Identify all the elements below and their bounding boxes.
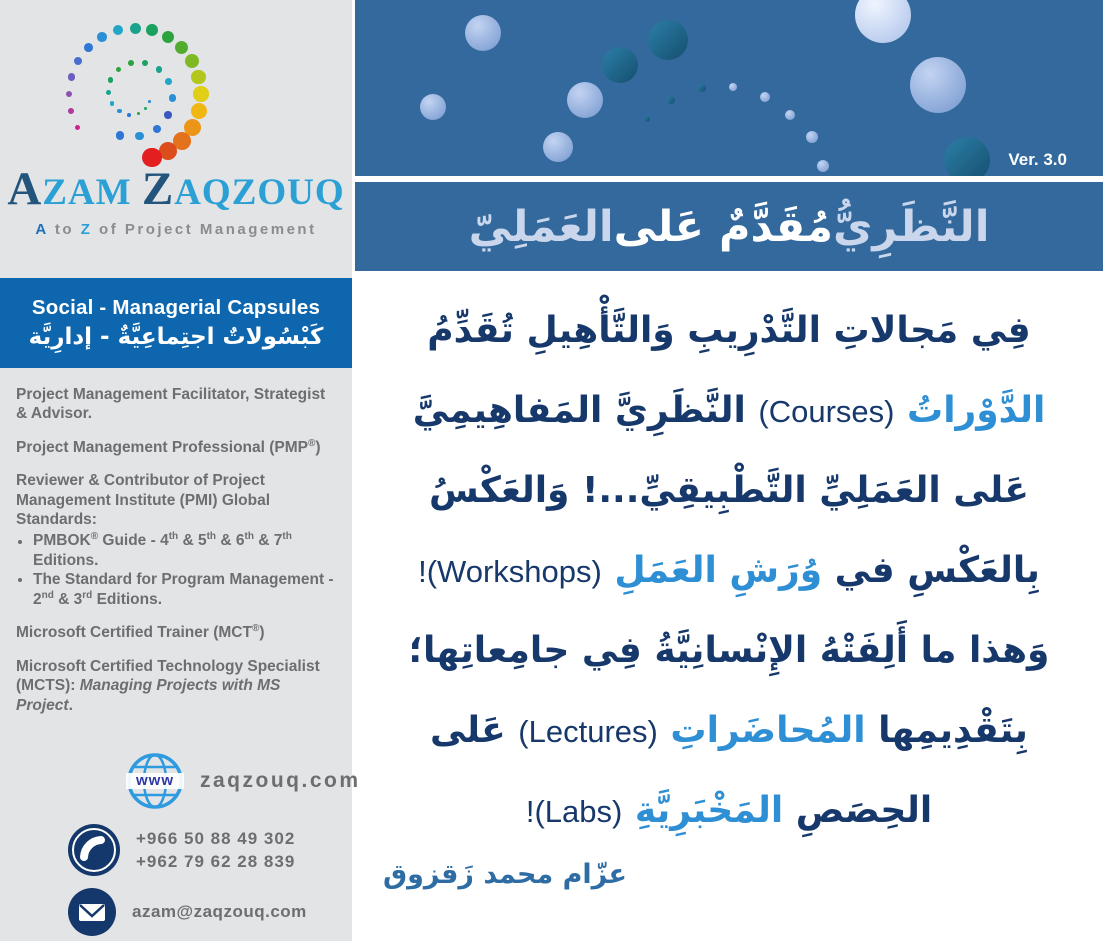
text-segment: الحِصَصِ <box>783 790 933 831</box>
logo-spiral-dot <box>106 90 111 95</box>
logo-spiral-dot <box>66 91 73 98</box>
bubble-decoration <box>644 116 650 122</box>
logo-spiral-dot <box>191 103 207 119</box>
series-banner <box>0 278 352 368</box>
phone-number[interactable]: +966 50 88 49 302 <box>136 829 296 848</box>
logo-tagline-part: of Project Management <box>92 221 317 238</box>
bubble-decoration <box>465 15 501 51</box>
text-segment: بِتَقْدِيمِها <box>865 710 1028 751</box>
credential-item: Microsoft Certified Technology Specialist (MCTS): Managing Projects with MS Project. <box>16 657 320 714</box>
logo-spiral-dot <box>185 54 199 68</box>
bubble-decoration <box>760 92 770 102</box>
highlighted-term: المَخْبَرِيَّةِ <box>622 790 784 831</box>
logo-spiral-dot <box>144 107 147 110</box>
logo-spiral-dot <box>137 112 141 116</box>
logo-spiral-dot <box>191 70 206 85</box>
logo-spiral-dot <box>193 86 209 102</box>
phone-icon <box>68 824 120 876</box>
logo-spiral-dot <box>68 108 74 114</box>
bubble-decoration <box>667 96 675 104</box>
credential-item: Project Management Professional (PMP®) <box>16 437 321 456</box>
credential-item: Project Management Facilitator, Strategist & Advisor. <box>16 386 326 423</box>
signature: عزّام محمد زَقزوق <box>383 859 627 890</box>
text-segment: النَّظَرِيَّ المَفاهِيمِيَّ <box>412 390 759 431</box>
logo-spiral-dot <box>110 101 115 106</box>
text-segment: (Workshops)! <box>418 554 602 589</box>
logo-spiral-dot <box>146 24 158 36</box>
contact-block <box>0 750 361 936</box>
body-line <box>371 611 1087 691</box>
text-segment: عَلى <box>430 710 519 751</box>
bubble-decoration <box>806 131 818 143</box>
www-label: www <box>126 773 184 789</box>
logo-name-part: AQZOUQ <box>174 172 345 213</box>
body-line <box>371 291 1087 371</box>
text-segment: عَلى العَمَلِيِّ التَّطْبِيقِيِّ...! وَالعَكْسُ <box>429 470 1029 511</box>
phone-number[interactable]: +962 79 62 28 839 <box>136 852 296 871</box>
bubble-decoration <box>648 20 688 60</box>
logo-spiral-dot <box>84 43 93 52</box>
logo-spiral-dot <box>156 66 163 73</box>
body-lines <box>371 291 1087 851</box>
title-segment: العَمَلِيّ <box>468 201 614 252</box>
bubble-decoration <box>910 57 966 113</box>
logo-name-part: Z <box>141 163 175 215</box>
text-segment: بِالعَكْسِ في <box>822 550 1040 591</box>
logo-spiral-dot <box>113 25 123 35</box>
phone-numbers <box>136 827 295 873</box>
body-line <box>371 371 1087 451</box>
logo-name <box>0 163 352 215</box>
logo-spiral-dot <box>153 125 161 133</box>
logo-spiral-dot <box>169 94 176 101</box>
logo-spiral-dot <box>165 78 172 85</box>
header-banner <box>355 0 1103 176</box>
website-url[interactable]: zaqzouq.com <box>200 769 361 792</box>
bubble-decoration <box>785 110 795 120</box>
bubble-decoration <box>729 83 737 91</box>
logo-spiral-dot <box>97 32 107 42</box>
logo-tagline-part: Z <box>80 221 93 238</box>
email-address[interactable]: azam@zaqzouq.com <box>132 902 307 921</box>
logo-tagline-part: A <box>35 221 49 238</box>
logo-spiral-dot <box>130 23 141 34</box>
body-line <box>371 691 1087 771</box>
logo-spiral-dot <box>162 31 175 44</box>
text-segment: (Courses) <box>758 394 895 429</box>
globe-icon <box>126 752 184 810</box>
body-line <box>371 451 1087 531</box>
text-segment: (Labs)! <box>525 794 623 829</box>
bubble-decoration <box>944 137 990 176</box>
credential-bullets <box>16 531 340 609</box>
credentials-list <box>0 368 352 729</box>
credential-bullet: • PMBOK® Guide - 4th & 5th & 6th & 7th Editions. <box>33 531 340 570</box>
logo-spiral-dot <box>135 132 143 140</box>
logo-name-part: A <box>7 163 43 215</box>
logo-tagline-part: to <box>48 221 81 238</box>
logo-spiral-dot <box>117 109 121 113</box>
email-icon <box>68 888 116 936</box>
page-title <box>355 182 1103 271</box>
bubble-decoration <box>698 84 706 92</box>
logo-spiral-dot <box>128 60 134 66</box>
bubble-decoration <box>817 160 829 172</box>
credential-item: Microsoft Certified Trainer (MCT®) <box>16 623 265 642</box>
text-segment: (Lectures) <box>518 714 658 749</box>
series-title-en: Social - Managerial Capsules <box>31 296 321 319</box>
bubble-decoration <box>543 132 573 162</box>
website-row <box>0 750 361 812</box>
title-segment: النَّظَرِيُّ <box>832 201 990 252</box>
logo-spiral-dot <box>116 67 122 73</box>
logo-spiral-dot <box>74 57 82 65</box>
logo-spiral-icon <box>30 14 240 174</box>
highlighted-term: المُحاضَراتِ <box>657 710 866 751</box>
logo-spiral-dot <box>108 77 113 82</box>
sidebar <box>0 0 361 941</box>
bubble-decoration <box>855 0 911 43</box>
title-segment: مُقَدَّمٌ عَلى <box>613 201 833 252</box>
highlighted-term: وُرَشِ العَمَلِ <box>601 550 823 591</box>
logo-tagline <box>0 221 352 238</box>
logo-spiral-dot <box>175 41 188 54</box>
version-label: Ver. 3.0 <box>1008 150 1067 169</box>
bubble-decoration <box>602 47 638 83</box>
body-line <box>371 771 1087 851</box>
series-title-ar: كَبْسُولاتٌ اجتِماعِيَّةٌ - إدارِيَّة <box>28 324 324 350</box>
logo-spiral-dot <box>142 60 148 66</box>
body-line <box>371 531 1087 611</box>
email-row <box>0 888 352 936</box>
phone-row <box>0 824 352 876</box>
credential-item: Reviewer & Contributor of Project Management Institute (PMI) Global Standards: <box>16 472 271 529</box>
text-segment: وَهذا ما أَلِفَتْهُ الإِنْسانِيَّةُ فِي جامِعاتِها؛ <box>408 630 1050 671</box>
logo-spiral-dot <box>75 125 80 130</box>
logo <box>0 0 352 278</box>
bubble-decoration <box>567 82 603 118</box>
bubble-decoration <box>420 94 446 120</box>
logo-spiral-dot <box>127 113 131 117</box>
logo-name-part: ZAM <box>42 172 142 213</box>
logo-spiral-dot <box>148 100 151 103</box>
highlighted-term: الدَّوْراتُ <box>894 390 1046 431</box>
logo-spiral-dot <box>164 111 172 119</box>
text-segment: فِي مَجالاتِ التَّدْرِيبِ وَالتَّأْهِيلِ تُقَدِّمُ <box>427 310 1031 351</box>
credential-bullet: • The Standard for Program Management - 2nd & 3rd Editions. <box>33 570 340 609</box>
logo-spiral-dot <box>116 131 125 140</box>
article-body <box>355 271 1103 890</box>
logo-spiral-dot <box>68 73 75 80</box>
main-panel <box>355 0 1103 945</box>
